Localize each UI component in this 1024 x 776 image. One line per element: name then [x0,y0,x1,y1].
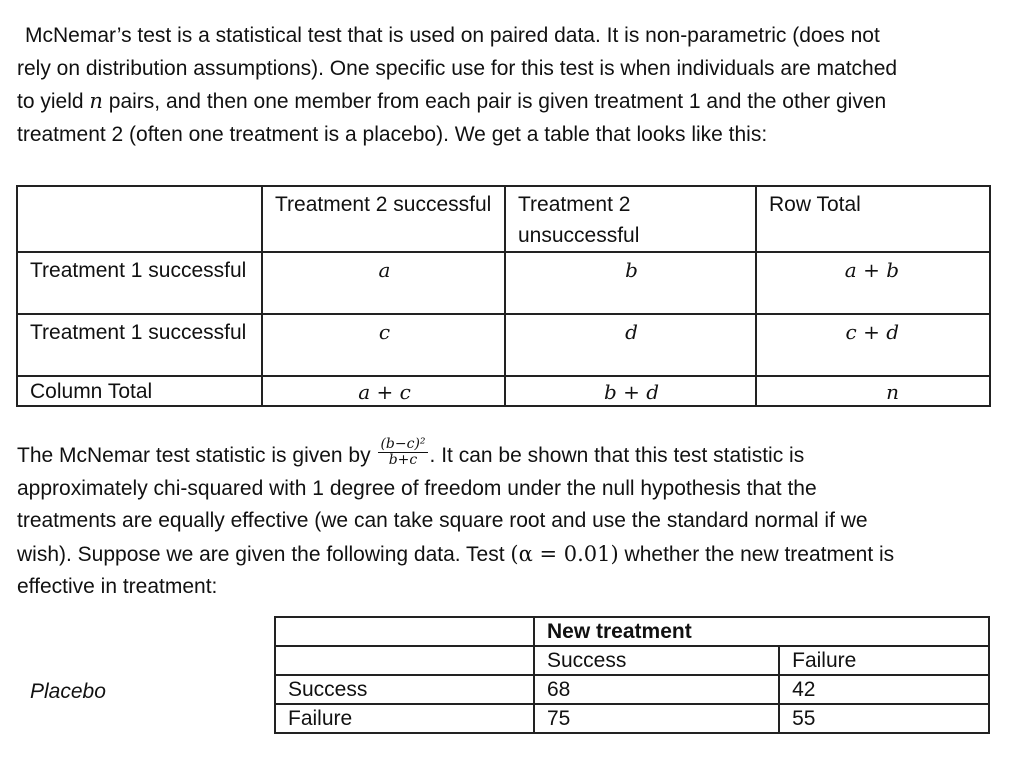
table-row [275,617,989,646]
cell-a: a [262,252,505,314]
contingency-table-template [16,185,991,407]
fraction-denominator: b+c [388,451,418,468]
intro-line-2: rely on distribution assumptions). One specific use for this test is when individuals are matched [17,56,898,80]
table-row [17,186,990,252]
data-table [274,616,990,734]
row-label-success: Success [275,675,534,704]
col-header-success: Success [534,646,779,675]
intro-line-4: treatment 2 (often one treatment is a placebo). We get a table that looks like this: [17,122,768,146]
new-treatment-title: New treatment [534,617,989,646]
row-label: Treatment 1 successful [17,252,262,314]
alpha-value: (α = 0.01) [510,541,619,566]
para2-line-5: effective in treatment: [17,575,218,598]
cell-d: d [505,314,756,376]
intro-paragraph [17,20,1012,151]
header-treatment2-unsuccessful: Treatment 2 unsuccessful [505,186,756,252]
table-cell-empty [275,646,534,675]
cell-n: n [756,376,990,406]
intro-line-3: pairs, and then one member from each pair is given treatment 1 and the other given [108,90,887,113]
para2-line-3: treatments are equally effective (we can take square root and use the standard normal if we [17,509,868,532]
fraction-numerator: (b−c)² [380,435,426,452]
col-header-failure: Failure [779,646,989,675]
table-row [17,314,990,376]
header-row-total: Row Total [756,186,990,252]
statistic-paragraph [17,435,1012,604]
para2-line-4-pre: wish). Suppose we are given the following data. Test [17,542,505,566]
table-row [17,376,990,406]
para2-lead: The McNemar test statistic is given by [17,444,371,467]
intro-line-1: McNemar’s test is a statistical test that is used on paired data. It is non-parametric (does not [25,24,880,47]
cell-b-plus-d: b + d [505,376,756,406]
cell-a-plus-c: a + c [262,376,505,406]
para2-line-4-post: whether the new treatment is [624,542,895,566]
cell-a-plus-b: a + b [756,252,990,314]
cell-c-plus-d: c + d [756,314,990,376]
para2-after-frac: . It can be shown that this test statistic is [429,444,805,467]
test-statistic-fraction [378,437,427,468]
table-row [17,252,990,314]
cell-c: c [262,314,505,376]
placebo-label: Placebo [30,680,106,703]
row-label: Treatment 1 successful [17,314,262,376]
table-cell-empty [275,617,534,646]
var-n: n [89,89,103,113]
para2-line-2: approximately chi-squared with 1 degree of freedom under the null hypothesis that the [17,476,817,500]
header-treatment2-successful: Treatment 2 successful [262,186,505,252]
cell-success-success: 68 [534,675,779,704]
cell-failure-success: 75 [534,704,779,733]
cell-failure-failure: 55 [779,704,989,733]
intro-line-3-prefix: to yield [17,90,84,113]
cell-b: b [505,252,756,314]
table-cell-empty [17,186,262,252]
row-label-failure: Failure [275,704,534,733]
cell-success-failure: 42 [779,675,989,704]
row-label: Column Total [17,376,262,406]
table-row [275,675,989,704]
table-row [275,646,989,675]
table-row [275,704,989,733]
